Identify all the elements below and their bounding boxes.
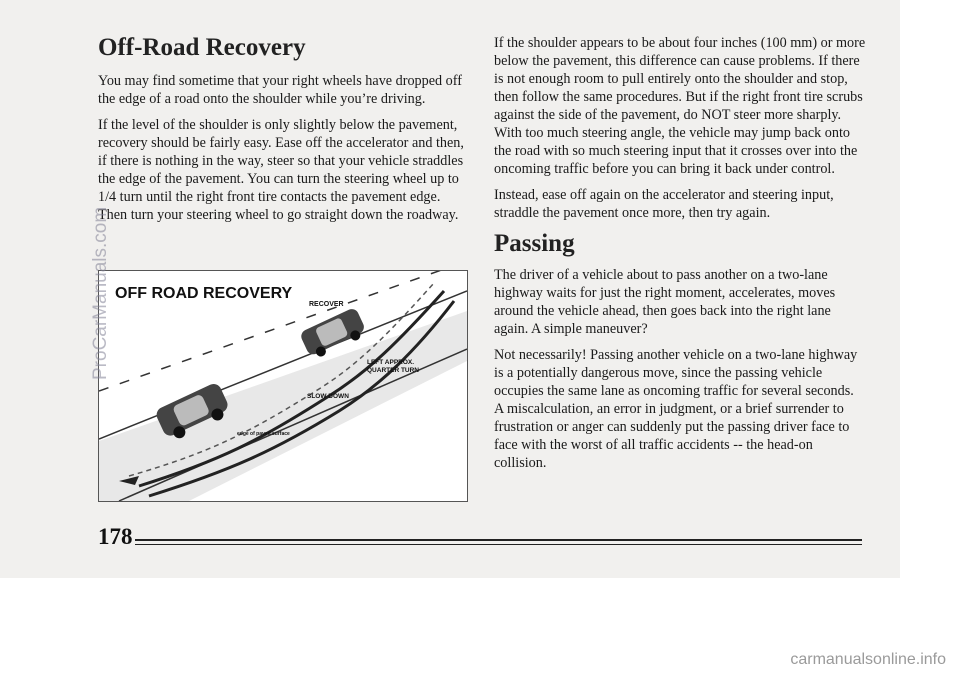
section-title-passing: Passing [494,230,575,257]
label-recover: RECOVER [309,301,344,308]
paragraph: Not necessarily! Passing another vehicle on a two-lane highway is a potentially dangerous move, since the passing vehicle occupies the same lane as oncoming traffic for several seconds. A miscalculation, an error in judgment, or a brief surrender to frustration or anger can suddenly put the passing driver face to face with the worst of all traffic accidents -- the head-on collision. [494,347,858,471]
figure-title: OFF ROAD RECOVERY [115,285,293,302]
label-left-turn: LEFT APPROX. QUARTER TURN [367,359,419,374]
paragraph: You may find sometime that your right wheels have dropped off the edge of a road onto the shoulder while you’re driving. [98,73,462,107]
footer-rule-thin [135,544,862,545]
label-slow-down: SLOW DOWN [307,393,349,400]
off-road-recovery-illustration [98,270,468,502]
road-diagram-icon [99,271,467,501]
page-number: 178 [98,524,133,549]
paragraph: Instead, ease off again on the accelerator and steering input, straddle the pavement once more, then try again. [494,187,834,221]
right-column [494,34,866,480]
left-column [98,30,466,232]
paragraph: If the shoulder appears to be about four inches (100 mm) or more below the pavement, this difference can cause problems. If there is not enough room to pull entirely onto the shoulder and stop, then follow the same procedures. But if the right front tire scrubs against the side of the pavement, do NOT steer more sharply. With too much steering angle, the vehicle may jump back onto the road with so much steering input that it crosses over into the oncoming traffic before you can bring it back under control. [494,35,866,177]
paragraph: If the level of the shoulder is only slightly below the pavement, recovery should be fairly easy. Ease off the accelerator and then, if there is nothing in the way, steer so that your vehicle straddles the edge of the pavement. You can turn the steering wheel up to 1/4 turn until the right front tire contacts the pavement edge. Then turn your steering wheel to go straight down the roadway. [98,117,464,223]
paragraph: The driver of a vehicle about to pass another on a two-lane highway waits for just the right moment, accelerates, moves around the vehicle ahead, then goes back into the right lane again. A simple maneuver? [494,267,836,337]
site-watermark: carmanualsonline.info [790,651,946,668]
label-edge: edge of paved surface [237,431,290,437]
section-title-off-road-recovery: Off-Road Recovery [98,34,306,61]
footer-rule [135,539,862,541]
watermark: ProCarManuals.com [90,206,111,380]
